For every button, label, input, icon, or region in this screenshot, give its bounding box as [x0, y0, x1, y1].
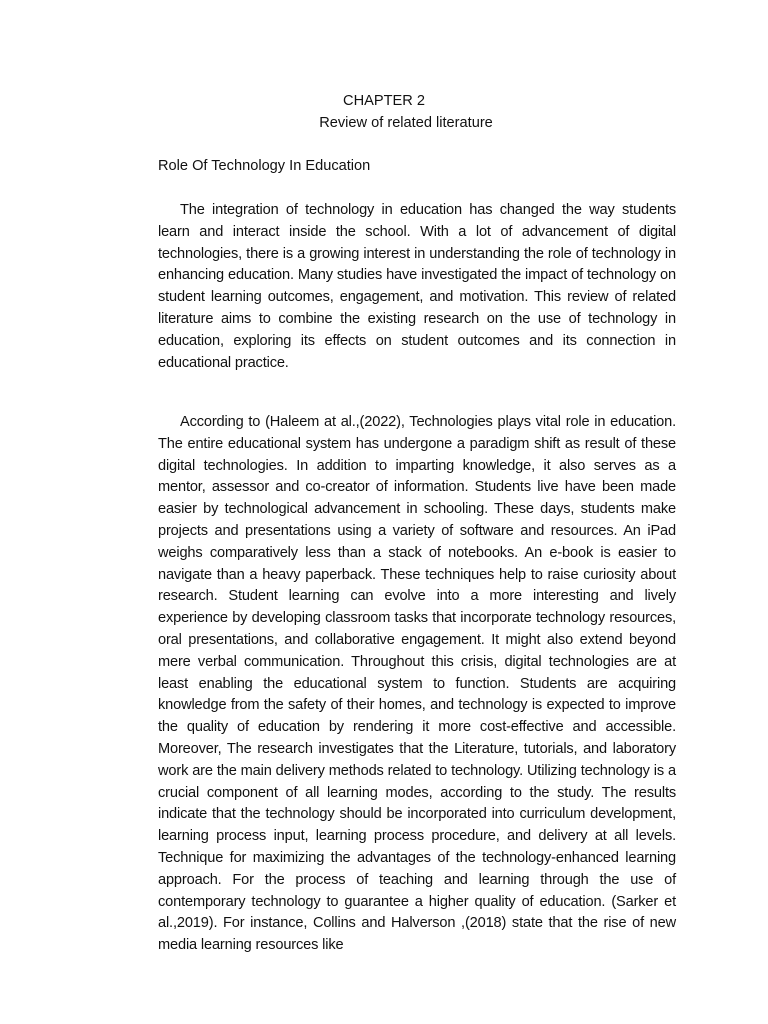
chapter-subtitle: Review of related literature [319, 115, 493, 131]
body-paragraph: The integration of technology in education has changed the way students learn and interact inside the school. With a lot of advancement of digital technologies, there is a growing interest in understanding the role of technology in enhancing education. Many studies have investigated the impact of technology on student learning outcomes, engagement, and motivation. This review of related literature aims to combine the existing research on the use of technology in education, exploring its effects on student outcomes and its connection in educational practice. [158, 202, 676, 371]
chapter-title: CHAPTER 2 [343, 93, 425, 109]
body-paragraph: According to (Haleem at al.,(2022), Technologies plays vital role in education. The entire educational system has undergone a paradigm shift as result of these digital technologies. In addition to imparting knowledge, it also serves as a mentor, assessor and co-creator of information. Students live have been made easier by technological advancement in schooling. These days, students make projects and presentations using a variety of software and resources. An iPad weighs comparatively less than a stack of notebooks. An e-book is easier to navigate than a heavy paperback. These techniques help to raise curiosity about research. Student learning can evolve into a more interesting and lively experience by developing classroom tasks that incorporate technology resources, oral presentations, and collaborative engagement. It might also extend beyond mere verbal communication. Throughout this crisis, digital technologies are at least enabling the educational system to function. Students are acquiring knowledge from the safety of their homes, and technology is expected to improve the quality of education by rendering it more cost-effective and accessible. Moreover, The research investigates that the Literature, tutorials, and laboratory work are the main delivery methods related to technology. Utilizing technology is a crucial component of all learning modes, according to the study. The results indicate that the technology should be incorporated into curriculum development, learning process input, learning process procedure, and delivery at all levels. Technique for maximizing the advantages of the technology-enhanced learning approach. For the process of teaching and learning through the use of contemporary technology to guarantee a higher quality of education. (Sarker et al.,2019). For instance, Collins and Halverson ,(2018) state that the rise of new media learning resources like [158, 414, 676, 954]
section-heading: Role Of Technology In Education [158, 158, 371, 174]
